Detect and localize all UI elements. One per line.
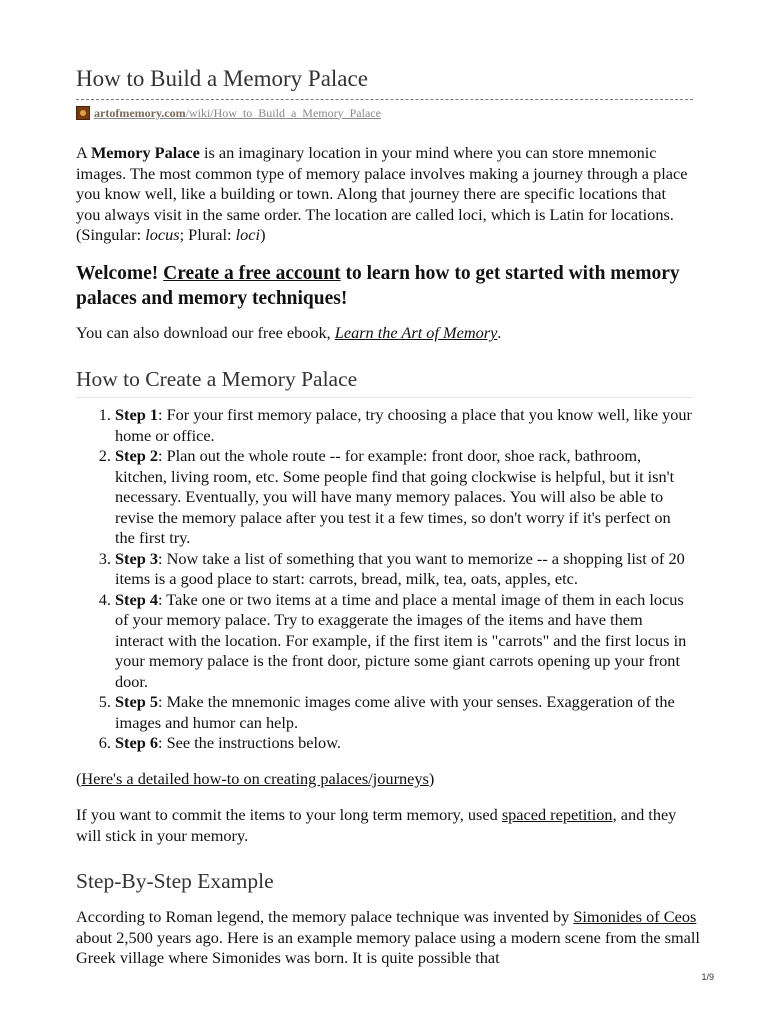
howto-open: (: [76, 769, 82, 788]
steps-list: [76, 405, 693, 754]
intro-close: ): [260, 225, 266, 244]
page-number: 1/9: [701, 972, 714, 982]
source-domain: artofmemory.com: [94, 105, 186, 120]
list-item: [115, 590, 693, 693]
welcome-lead: Welcome!: [76, 263, 164, 284]
step-label: Step 5: [115, 692, 158, 711]
intro-plural: loci: [235, 225, 261, 244]
ebook-lead: You can also download our free ebook,: [76, 323, 335, 342]
step-label: Step 1: [115, 405, 158, 424]
list-item: [115, 692, 693, 733]
page-title: How to Build a Memory Palace: [76, 66, 368, 91]
intro-text: is an imaginary location in your mind where you can store mnemonic images. The most common type of memory palace involves making a journey through a place you know well, like a building or town. Along that journey there are specific locations that you always visit in the same order. The location are called loci, which is Latin for locations. (Singular:: [76, 143, 688, 244]
create-account-link[interactable]: Create a free account: [163, 263, 341, 284]
intro-plural-lead: ; Plural:: [179, 225, 236, 244]
step-text: : Make the mnemonic images come alive with your senses. Exaggeration of the images and humor can help.: [115, 692, 675, 732]
intro-singular: locus: [145, 225, 180, 244]
welcome-tail: to learn how to get started with memory palaces and memory techniques!: [76, 263, 680, 309]
commit-tail: , and they will stick in your memory.: [76, 805, 677, 845]
ebook-link[interactable]: Learn the Art of Memory: [334, 323, 498, 342]
legend-tail: about 2,500 years ago. Here is an example memory palace using a modern scene from the small Greek village where Simonides was born. It is quite possible that: [76, 927, 700, 967]
list-item: [115, 405, 693, 446]
legend-lead: According to Roman legend, the memory palace technique was invented by: [76, 907, 574, 926]
step-label: Step 6: [115, 733, 158, 752]
intro-paragraph: [76, 143, 693, 246]
step-text: : Take one or two items at a time and place a mental image of them in each locus of your memory palace. Try to exaggerate the images of the items and have them interact with the location. For example, if the first item is "carrots" and the first locus in your memory palace is the front door, picture some giant carrots opening up your front door.: [115, 589, 687, 691]
step-label: Step 3: [115, 548, 158, 568]
legend-paragraph: [76, 907, 701, 969]
list-item: [115, 446, 693, 549]
howto-link[interactable]: Here's a detailed how-to on creating palaces/journeys: [81, 769, 429, 788]
ebook-paragraph: [76, 323, 501, 344]
step-text: : See the instructions below.: [157, 733, 341, 752]
site-favicon-icon: [76, 106, 90, 120]
section-heading-create: How to Create a Memory Palace: [76, 367, 358, 391]
section-heading-example: Step-By-Step Example: [76, 869, 274, 893]
list-item: [115, 733, 693, 754]
step-text: : Now take a list of something that you want to memorize -- a shopping list of 20 items is a good place to start: carrots, bread, milk, tea, oats, apples, etc.: [115, 548, 685, 588]
step-label: Step 4: [115, 589, 158, 609]
welcome-callout: [76, 262, 716, 311]
howto-paragraph: [76, 769, 434, 790]
intro-lead: A: [76, 143, 91, 162]
source-link[interactable]: [94, 106, 381, 121]
commit-lead: If you want to commit the items to your long term memory, used: [76, 805, 502, 824]
step-text: : Plan out the whole route -- for example: front door, shoe rack, bathroom, kitchen, living room, etc. Some people find that going clockwise is helpful, but it isn't necessary. Eventually, you will have many memory palaces. You will also be able to revise the memory palace after you test it a few times, so don't worry if it's perfect on the first try.: [115, 446, 675, 547]
commit-paragraph: [76, 805, 701, 846]
source-line: [76, 104, 381, 122]
section-divider: [76, 397, 693, 398]
intro-term: Memory Palace: [90, 143, 200, 162]
simonides-link[interactable]: Simonides of Ceos: [573, 907, 697, 926]
step-label: Step 2: [115, 446, 158, 465]
howto-close: ): [428, 769, 435, 788]
title-divider: [76, 99, 693, 100]
source-path: /wiki/How_to_Build_a_Memory_Palace: [185, 105, 381, 120]
ebook-tail: .: [497, 323, 502, 342]
spaced-repetition-link[interactable]: spaced repetition: [501, 805, 613, 824]
list-item: [115, 549, 693, 590]
step-text: : For your first memory palace, try choosing a place that you know well, like your home or office.: [115, 405, 692, 445]
